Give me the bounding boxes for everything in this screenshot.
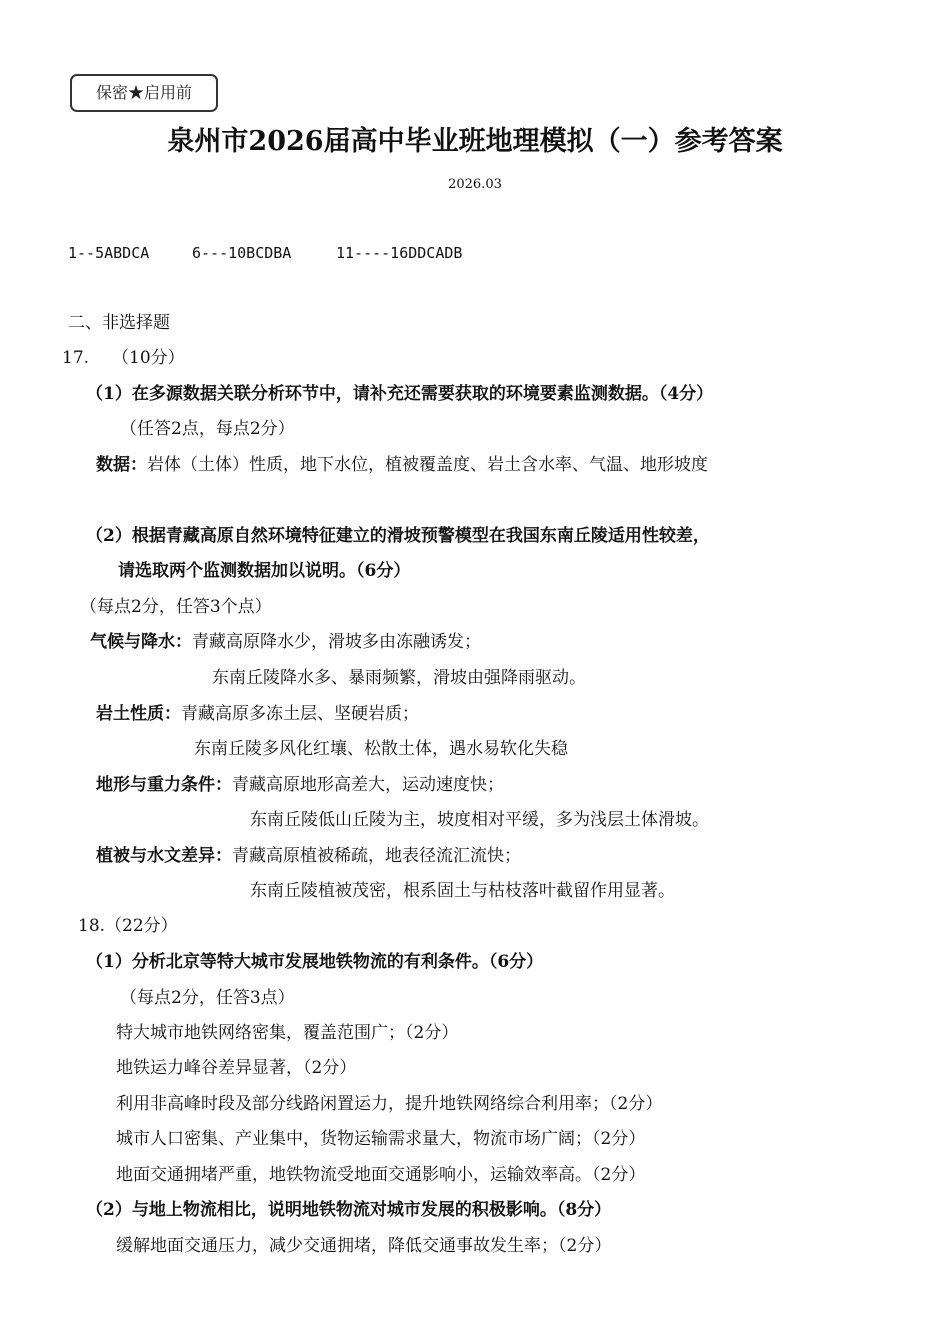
item-line1: 青藏高原植被稀疏，地表径流汇流快； [232,846,521,866]
page-title: 泉州市2026届高中毕业班地理模拟（一）参考答案 [167,126,783,157]
item-line1: 青藏高原多冻土层、坚硬岩质； [181,704,419,724]
q18-2-question: （2）与地上物流相比，说明地铁物流对城市发展的积极影响。（8分） [86,1200,612,1220]
q18-1-answer-4: 城市人口密集、产业集中，货物运输需求量大，物流市场广阔；（2分） [116,1129,646,1149]
q17-1-question: （1）在多源数据关联分析环节中，请补充还需要获取的环境要素监测数据。（4分） [86,384,714,404]
q18-2-answer-1: 缓解地面交通压力，减少交通拥堵，降低交通事故发生率；（2分） [116,1236,612,1256]
q18-1-question: （1）分析北京等特大城市发展地铁物流的有利条件。（6分） [86,952,544,972]
q18-1-answer-1: 特大城市地铁网络密集，覆盖范围广；（2分） [116,1023,459,1043]
item-label: 气候与降水： [90,632,192,652]
q17-2-item-vegetation-line2: 东南丘陵植被茂密，根系固土与枯枝落叶截留作用显著。 [250,881,675,901]
q17-1-answer-line [96,454,708,476]
q18-1-answer-5: 地面交通拥堵严重，地铁物流受地面交通影响小，运输效率高。（2分） [116,1165,646,1185]
q17-number: 17. [62,348,90,368]
q17-2-item-terrain-line2: 东南丘陵低山丘陵为主，坡度相对平缓，多为浅层土体滑坡。 [250,810,709,830]
item-line1: 青藏高原降水少，滑坡多由冻融诱发； [192,632,481,652]
q17-2-item-soil-line2: 东南丘陵多风化红壤、松散土体，遇水易软化失稳 [194,739,568,759]
q17-2-item-vegetation [96,845,521,867]
q17-2-item-climate-line2: 东南丘陵降水多、暴雨频繁，滑坡由强降雨驱动。 [212,668,586,688]
q17-2-item-soil [96,703,419,725]
q18-1-note: （每点2分，任答3点） [120,988,295,1008]
section-heading: 二、非选择题 [68,313,170,333]
q18-1-answer-2: 地铁运力峰谷差异显著，（2分） [116,1058,357,1078]
q18-header: 18.（22分） [78,916,178,936]
exam-date: 2026.03 [448,177,502,192]
confidential-stamp: 保密★启用前 [70,74,218,112]
choice-answers-1: 1--5ABDCA [68,244,150,262]
choice-answers-2: 6---10BCDBA [192,244,292,262]
q18-1-answer-3: 利用非高峰时段及部分线路闲置运力，提升地铁网络综合利用率；（2分） [116,1094,663,1114]
q17-1-answer: 岩体（土体）性质，地下水位，植被覆盖度、岩土含水率、气温、地形坡度 [147,455,708,475]
item-line1: 青藏高原地形高差大，运动速度快； [232,775,504,795]
choice-answers-3: 11----16DDCADB [336,244,463,262]
item-label: 岩土性质： [96,704,181,724]
item-label: 植被与水文差异： [96,846,232,866]
q17-2-item-terrain [96,774,504,796]
q17-1-label: 数据： [96,455,147,475]
item-label: 地形与重力条件： [96,775,232,795]
q17-2-question-line2: 请选取两个监测数据加以说明。（6分） [118,561,411,581]
q17-2-note: （每点2分，任答3个点） [80,597,272,617]
q17-score: （10分） [112,348,185,368]
q17-2-item-climate [90,631,481,653]
q17-1-note: （任答2点，每点2分） [120,419,295,439]
q17-2-question-line1: （2）根据青藏高原自然环境特征建立的滑坡预警模型在我国东南丘陵适用性较差， [86,526,710,546]
